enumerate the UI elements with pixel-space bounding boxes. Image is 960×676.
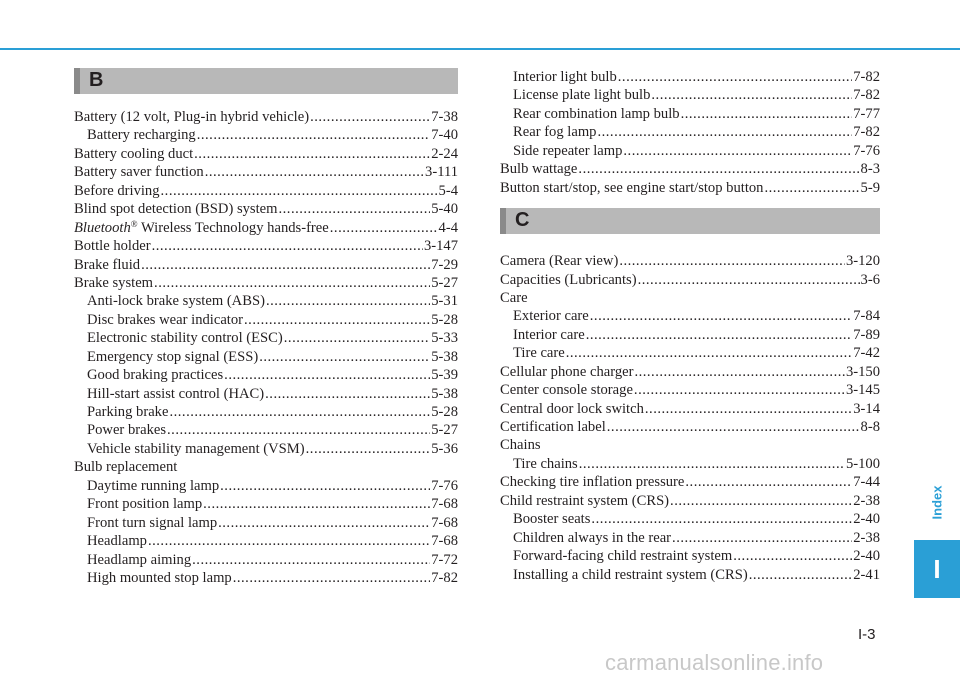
side-index-label: Index: [929, 485, 945, 519]
index-subentry: Tire care ..... 7-42: [500, 344, 880, 362]
index-subentry: Emergency stop signal (ESS) ..... 5-38: [74, 348, 458, 366]
side-index-tab[interactable]: [914, 540, 960, 598]
index-subentry: Side repeater lamp ..... 7-76: [500, 142, 880, 160]
index-subentry: Front position lamp ..... 7-68: [74, 495, 458, 513]
index-entry: Bulb wattage ..... 8-3: [500, 160, 880, 178]
index-entry: Child restraint system (CRS) ..... 2-38: [500, 492, 880, 510]
index-subentry: Rear combination lamp bulb ..... 7-77: [500, 105, 880, 123]
index-entry-bluetooth: Bluetooth® Wireless Technology hands-free ..... 4-4: [74, 219, 458, 237]
entries-b: [74, 108, 458, 587]
index-subentry: Anti-lock brake system (ABS) ..... 5-31: [74, 292, 458, 310]
section-letter-b: B: [89, 69, 104, 91]
index-entry: Bottle holder ..... 3-147: [74, 237, 458, 255]
index-subentry: Parking brake ..... 5-28: [74, 403, 458, 421]
page-number: I-3: [858, 626, 876, 643]
index-subentry: Booster seats ..... 2-40: [500, 510, 880, 528]
index-subentry: High mounted stop lamp ..... 7-82: [74, 569, 458, 587]
index-entry: Battery (12 volt, Plug-in hybrid vehicle) ..... 7-38: [74, 108, 458, 126]
section-header-b: [74, 68, 458, 94]
entries-c: [500, 252, 880, 584]
index-subentry: Electronic stability control (ESC) ..... 5-33: [74, 329, 458, 347]
index-subentry: Rear fog lamp ..... 7-82: [500, 123, 880, 141]
index-subentry: Headlamp aiming ..... 7-72: [74, 551, 458, 569]
index-subentry: Front turn signal lamp ..... 7-68: [74, 514, 458, 532]
index-entry: Brake system ..... 5-27: [74, 274, 458, 292]
entries-b-continued: [500, 68, 880, 197]
index-subentry: Battery recharging ..... 7-40: [74, 126, 458, 144]
index-heading-chains: Chains: [500, 437, 541, 454]
index-heading-bulb-replacement: Bulb replacement: [74, 459, 178, 476]
index-subentry: Hill-start assist control (HAC) ..... 5-38: [74, 385, 458, 403]
index-subentry: Installing a child restraint system (CRS) ..... 2-41: [500, 566, 880, 584]
index-subentry: License plate light bulb ..... 7-82: [500, 86, 880, 104]
index-subentry: Disc brakes wear indicator ..... 5-28: [74, 311, 458, 329]
index-entry: Central door lock switch ..... 3-14: [500, 400, 880, 418]
index-entry: Certification label ..... 8-8: [500, 418, 880, 436]
top-rule: [0, 48, 960, 50]
index-entry: Checking tire inflation pressure ..... 7-44: [500, 473, 880, 491]
index-entry: Camera (Rear view) ..... 3-120: [500, 252, 880, 270]
index-entry: Brake fluid ..... 7-29: [74, 256, 458, 274]
watermark: carmanualsonline.info: [605, 650, 824, 675]
index-subentry: Headlamp ..... 7-68: [74, 532, 458, 550]
side-index-letter: I: [933, 553, 941, 584]
index-subentry: Power brakes ..... 5-27: [74, 421, 458, 439]
index-entry: Battery saver function ..... 3-111: [74, 163, 458, 181]
index-entry: Center console storage ..... 3-145: [500, 381, 880, 399]
index-subentry: Interior care ..... 7-89: [500, 326, 880, 344]
index-entry: Battery cooling duct ..... 2-24: [74, 145, 458, 163]
index-subentry: Interior light bulb ..... 7-82: [500, 68, 880, 86]
index-column-right: [500, 68, 880, 584]
index-subentry: Vehicle stability management (VSM) ..... 5-36: [74, 440, 458, 458]
index-heading-care: Care: [500, 289, 528, 306]
index-entry: Capacities (Lubricants) ..... 3-6: [500, 271, 880, 289]
index-subentry: Tire chains ..... 5-100: [500, 455, 880, 473]
index-subentry: Forward-facing child restraint system ..... 2-40: [500, 547, 880, 565]
index-subentry: Daytime running lamp ..... 7-76: [74, 477, 458, 495]
index-entry: Before driving ..... 5-4: [74, 182, 458, 200]
section-header-c: [500, 208, 880, 234]
index-subentry: Good braking practices ..... 5-39: [74, 366, 458, 384]
index-column-left: [74, 68, 458, 587]
index-subentry: Exterior care ..... 7-84: [500, 307, 880, 325]
section-letter-c: C: [515, 209, 530, 232]
index-entry: Button start/stop, see engine start/stop button ..... 5-9: [500, 179, 880, 197]
index-entry: Cellular phone charger ..... 3-150: [500, 363, 880, 381]
index-subentry: Children always in the rear ..... 2-38: [500, 529, 880, 547]
index-entry: Blind spot detection (BSD) system ..... 5-40: [74, 200, 458, 218]
